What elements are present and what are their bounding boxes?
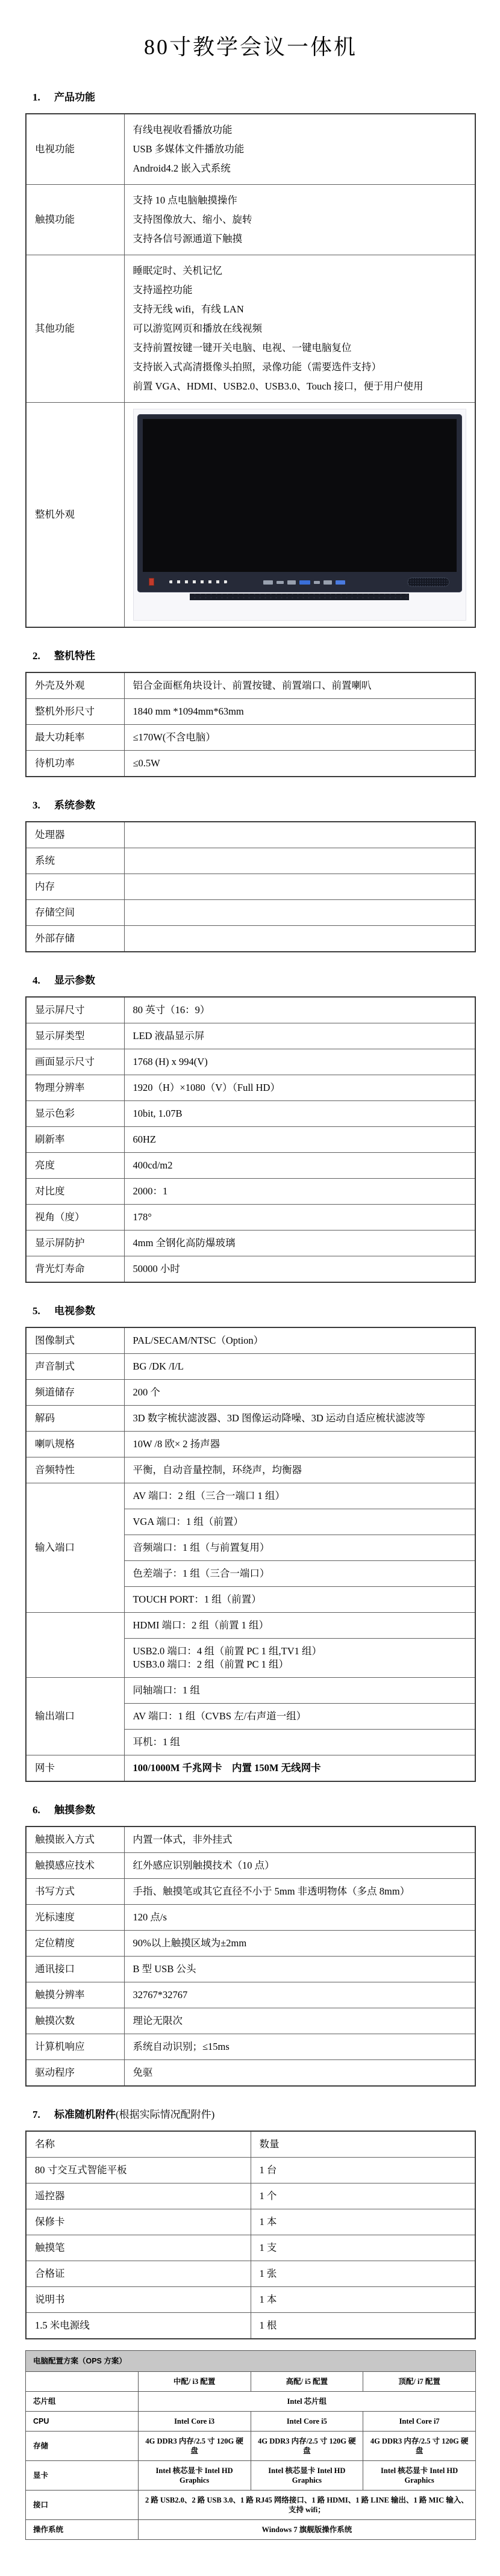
ops-config-table: [25, 2350, 476, 2540]
spec-value: 2 路 USB2.0、2 路 USB 3.0、1 路 RJ45 网络接口、1 路 HDMI、1 路 LINE 输出、1 路 MIC 输入、支持 wifi；: [138, 2491, 475, 2520]
spec-label: 显卡: [26, 2461, 139, 2491]
spec-value: 1768 (H) x 994(V): [124, 1049, 475, 1075]
table-row: [26, 1205, 475, 1231]
spec-value: 3D 数字梳状滤波器、3D 图像运动降噪、3D 运动自适应梳状滤波等: [124, 1406, 475, 1432]
spec-value: Intel 芯片组: [138, 2392, 475, 2412]
spec-value: 手指、触摸笔或其它直径不小于 5mm 非透明物体（多点 8mm）: [124, 1879, 475, 1905]
table-row: [26, 1879, 475, 1905]
touch-params-table: [25, 1826, 476, 2087]
ops-table-title: 电脑配置方案（OPS 方案）: [26, 2351, 476, 2372]
spec-value: PAL/SECAM/NTSC（Option）: [124, 1327, 475, 1354]
section-title: 产品功能: [54, 92, 95, 103]
table-row: [26, 1256, 475, 1283]
spec-value: BG /DK /I/L: [124, 1354, 475, 1380]
accessory-name: 1.5 米电源线: [26, 2313, 251, 2339]
spec-label: 整机外形尺寸: [26, 699, 124, 725]
section-heading-touch-params: [33, 1801, 476, 1816]
table-row: [26, 1179, 475, 1205]
spec-value: [124, 403, 475, 628]
accessory-name: 80 寸交互式智能平板: [26, 2158, 251, 2183]
table-row: [26, 848, 475, 874]
table-row: [26, 255, 475, 403]
table-row: [26, 1327, 475, 1354]
table-row: [26, 2261, 475, 2287]
power-button-icon: [149, 578, 154, 586]
section-title: 电视参数: [54, 1305, 95, 1317]
tv-screen: [143, 419, 457, 572]
spec-value: 红外感应识别触摸技术（10 点）: [124, 1853, 475, 1879]
table-row: [26, 2060, 475, 2087]
table-row: [26, 2183, 475, 2209]
spec-label: 物理分辨率: [26, 1075, 124, 1101]
table-row: [26, 1457, 475, 1483]
spec-value: B 型 USB 公头: [124, 1957, 475, 1982]
spec-label: 喇叭规格: [26, 1432, 124, 1457]
section-title: 整机特性: [54, 650, 95, 662]
spec-label: 其他功能: [26, 255, 124, 403]
spec-label: CPU: [26, 2412, 139, 2432]
spec-label: 触摸感应技术: [26, 1853, 124, 1879]
spec-value: 200 个: [124, 1380, 475, 1406]
spec-value: [124, 874, 475, 900]
table-row: [26, 1380, 475, 1406]
spec-value: 2000：1: [124, 1179, 475, 1205]
table-row: [26, 1483, 475, 1509]
table-row: [26, 2432, 476, 2461]
section-number: 1.: [33, 92, 40, 103]
section-heading-system-params: [33, 796, 476, 812]
spec-label: 解码: [26, 1406, 124, 1432]
spec-value: [124, 185, 475, 255]
section-number: 4.: [33, 975, 40, 986]
display-params-table: [25, 996, 476, 1283]
spec-value: 平衡，自动音量控制，环绕声，均衡器: [124, 1457, 475, 1483]
spec-value: [124, 900, 475, 926]
table-row: [26, 1127, 475, 1153]
spec-value: HDMI 端口：2 组（前置 1 组）: [124, 1613, 475, 1639]
spec-value: 4mm 全钢化高防爆玻璃: [124, 1231, 475, 1256]
column-header-qty: 数量: [251, 2131, 475, 2158]
spec-line: 有线电视收看播放功能: [133, 124, 233, 135]
section-heading-machine-features: [33, 647, 476, 662]
spec-value: 内置一体式，非外挂式: [124, 1826, 475, 1853]
table-row: [26, 1101, 475, 1127]
table-row: [26, 699, 475, 725]
spec-value: TOUCH PORT：1 组（前置）: [124, 1587, 475, 1613]
spec-label: [26, 1613, 124, 1678]
spec-value: 音频端口：1 组（与前置复用）: [124, 1535, 475, 1561]
accessory-name: 说明书: [26, 2287, 251, 2313]
table-row: [26, 2008, 475, 2034]
spec-value: 4G DDR3 内存/2.5 寸 120G 硬盘: [363, 2432, 476, 2461]
section-title: 系统参数: [54, 799, 95, 811]
table-row: [26, 1613, 475, 1639]
spec-value: 120 点/s: [124, 1905, 475, 1931]
table-row: [26, 926, 475, 952]
accessory-qty: 1 根: [251, 2313, 475, 2339]
table-row: [26, 751, 475, 777]
spec-label: 图像制式: [26, 1327, 124, 1354]
table-row: [26, 1231, 475, 1256]
section-number: 5.: [33, 1305, 40, 1317]
table-row: [26, 1826, 475, 1853]
table-row: [26, 1354, 475, 1380]
spec-label: 操作系统: [26, 2520, 139, 2540]
spec-value: [124, 848, 475, 874]
spec-line: 支持无线 wifi，有线 LAN: [133, 303, 244, 315]
machine-features-table: [25, 672, 476, 777]
spec-value: 4G DDR3 内存/2.5 寸 120G 硬盘: [251, 2432, 363, 2461]
spec-label: 待机功率: [26, 751, 124, 777]
spec-value: 60HZ: [124, 1127, 475, 1153]
table-row: [26, 2491, 476, 2520]
accessory-qty: 1 张: [251, 2261, 475, 2287]
table-row: [26, 1905, 475, 1931]
column-header-i3: 中配/ i3 配置: [138, 2372, 251, 2392]
table-row: [26, 2412, 476, 2432]
table-row: [26, 1755, 475, 1782]
section-heading-accessories: [33, 2106, 476, 2121]
table-row: [26, 900, 475, 926]
section-number: 2.: [33, 650, 40, 662]
spec-label: 显示屏防护: [26, 1231, 124, 1256]
spec-line: 支持 10 点电脑触摸操作: [133, 194, 237, 206]
spec-label: 整机外观: [26, 403, 124, 628]
spec-value: 耳机：1 组: [124, 1730, 475, 1755]
product-functions-table: [25, 113, 476, 628]
table-row: [26, 822, 475, 848]
pen-tray: [190, 594, 409, 600]
table-row: [26, 725, 475, 751]
accessory-qty: 1 个: [251, 2183, 475, 2209]
spec-value: 10bit, 1.07B: [124, 1101, 475, 1127]
spec-value: 32767*32767: [124, 1982, 475, 2008]
spec-value: 90%以上触摸区域为±2mm: [124, 1931, 475, 1957]
spec-value: ≤170W(不含电脑）: [124, 725, 475, 751]
spec-line: Android4.2 嵌入式系统: [133, 163, 231, 174]
spec-value: 同轴端口：1 组: [124, 1678, 475, 1704]
spec-label: 驱动程序: [26, 2060, 124, 2087]
spec-label: 显示屏类型: [26, 1023, 124, 1049]
spec-value: 1920（H）×1080（V）（Full HD）: [124, 1075, 475, 1101]
table-row: [26, 403, 475, 628]
spec-label: 对比度: [26, 1179, 124, 1205]
spec-label: 触摸分辨率: [26, 1982, 124, 2008]
spec-label: 外部存储: [26, 926, 124, 952]
speaker-grille-icon: [407, 577, 449, 587]
table-row: [26, 185, 475, 255]
spec-value: 10W /8 欧× 2 扬声器: [124, 1432, 475, 1457]
section-title-suffix: (根据实际情况配附件): [116, 2109, 215, 2120]
spec-label: 画面显示尺寸: [26, 1049, 124, 1075]
spec-value: 系统自动识别；≤15ms: [124, 2034, 475, 2060]
spec-value: VGA 端口：1 组（前置）: [124, 1509, 475, 1535]
spec-label: 系统: [26, 848, 124, 874]
front-ports-icon: [263, 579, 345, 585]
section-heading-tv-params: [33, 1302, 476, 1317]
spec-label: 输出端口: [26, 1678, 124, 1755]
spec-line: 前置 VGA、HDMI、USB2.0、USB3.0、Touch 接口，便于用户使用: [133, 380, 423, 392]
spec-label: 输入端口: [26, 1483, 124, 1613]
spec-value: 4G DDR3 内存/2.5 寸 120G 硬盘: [138, 2432, 251, 2461]
spec-label: 计算机响应: [26, 2034, 124, 2060]
spec-value: 100/1000M 千兆网卡 内置 150M 无线网卡: [124, 1755, 475, 1782]
page-title: 80寸教学会议一体机: [143, 35, 357, 59]
column-header-i5: 高配/ i5 配置: [251, 2372, 363, 2392]
spec-value: 铝合金面框角块设计、前置按键、前置端口、前置喇叭: [124, 672, 475, 699]
spec-value: 400cd/m2: [124, 1153, 475, 1179]
section-title: 触摸参数: [54, 1804, 95, 1816]
column-header-i7: 顶配/ i7 配置: [363, 2372, 476, 2392]
spec-line: 支持遥控功能: [133, 284, 193, 296]
spec-value: AV 端口：1 组（CVBS 左/右声道一组）: [124, 1704, 475, 1730]
spec-value: Intel 核芯显卡 Intel HD Graphics: [251, 2461, 363, 2491]
spec-label: 存储: [26, 2432, 139, 2461]
spec-label: 光标速度: [26, 1905, 124, 1931]
spec-label: 定位精度: [26, 1931, 124, 1957]
spec-label: 内存: [26, 874, 124, 900]
spec-label: 电视功能: [26, 114, 124, 185]
table-row: [26, 2034, 475, 2060]
table-row: [26, 1023, 475, 1049]
spec-label: 通讯接口: [26, 1957, 124, 1982]
spec-value: LED 液晶显示屏: [124, 1023, 475, 1049]
spec-value: [124, 255, 475, 403]
section-heading-product-functions: [33, 88, 476, 104]
table-row: [26, 114, 475, 185]
spec-line: 支持各信号源通道下触摸: [133, 233, 242, 244]
spec-label: 刷新率: [26, 1127, 124, 1153]
spec-line: USB 多媒体文件播放功能: [133, 143, 245, 155]
spec-label: 存储空间: [26, 900, 124, 926]
spec-value: 免驱: [124, 2060, 475, 2087]
section-heading-display-params: [33, 972, 476, 987]
table-row: [26, 1432, 475, 1457]
spec-label: 视角（度）: [26, 1205, 124, 1231]
column-header-name: 名称: [26, 2131, 251, 2158]
spec-value: 178°: [124, 1205, 475, 1231]
spec-value: [124, 114, 475, 185]
tv-frame: [137, 414, 463, 592]
table-row: [26, 672, 475, 699]
spec-label: 书写方式: [26, 1879, 124, 1905]
spec-value: [124, 822, 475, 848]
accessory-qty: 1 本: [251, 2287, 475, 2313]
spec-value: Windows 7 旗舰版操作系统: [138, 2520, 475, 2540]
spec-value: Intel Core i7: [363, 2412, 476, 2432]
spec-value: Intel Core i3: [138, 2412, 251, 2432]
table-row: [26, 2392, 476, 2412]
accessory-name: 触摸笔: [26, 2235, 251, 2261]
spec-label: 音频特性: [26, 1457, 124, 1483]
table-row: [26, 1982, 475, 2008]
spec-value: 色差端子：1 组（三合一端口）: [124, 1561, 475, 1587]
spec-line: USB2.0 端口：4 组（前置 PC 1 组,TV1 组）: [133, 1645, 322, 1657]
spec-label: 声音制式: [26, 1354, 124, 1380]
table-row: [26, 1075, 475, 1101]
table-row: [26, 1049, 475, 1075]
spec-value: 1840 mm *1094mm*63mm: [124, 699, 475, 725]
accessories-table: [25, 2131, 476, 2339]
system-params-table: [25, 821, 476, 952]
table-row: [26, 1853, 475, 1879]
table-row: [26, 2158, 475, 2183]
spec-label: 接口: [26, 2491, 139, 2520]
spec-value: [124, 1639, 475, 1678]
spec-value: Intel 核芯显卡 Intel HD Graphics: [363, 2461, 476, 2491]
spec-label: 显示屏尺寸: [26, 997, 124, 1023]
table-row: [26, 997, 475, 1023]
spec-label: 亮度: [26, 1153, 124, 1179]
table-row: [26, 1678, 475, 1704]
spec-value: 50000 小时: [124, 1256, 475, 1283]
spec-label: 显示色彩: [26, 1101, 124, 1127]
accessory-name: 合格证: [26, 2261, 251, 2287]
column-header-blank: [26, 2372, 139, 2392]
spec-label: 网卡: [26, 1755, 124, 1782]
spec-label: 频道储存: [26, 1380, 124, 1406]
table-row: [26, 2287, 475, 2313]
spec-line: 支持嵌入式高清摄像头拍照，录像功能（需要选件支持）: [133, 361, 381, 373]
spec-label: 处理器: [26, 822, 124, 848]
spec-label: 外壳及外观: [26, 672, 124, 699]
section-title: 显示参数: [54, 975, 95, 986]
section-number: 6.: [33, 1804, 40, 1816]
table-row: [26, 2520, 476, 2540]
section-number: 7.: [33, 2109, 40, 2120]
table-row: [26, 1957, 475, 1982]
spec-label: 触摸嵌入方式: [26, 1826, 124, 1853]
spec-line: USB3.0 端口：2 组（前置 PC 1 组）: [133, 1659, 289, 1670]
section-title: 标准随机附件: [54, 2109, 116, 2120]
spec-value: ≤0.5W: [124, 751, 475, 777]
spec-label: 芯片组: [26, 2392, 139, 2412]
section-number: 3.: [33, 799, 40, 811]
spec-label: 触摸次数: [26, 2008, 124, 2034]
table-header-row: [26, 2131, 475, 2158]
table-row: [26, 2313, 475, 2339]
table-row: [26, 2209, 475, 2235]
spec-line: 可以游览网页和播放在线视频: [133, 323, 262, 334]
tv-params-table: [25, 1327, 476, 1782]
spec-line: 支持图像放大、缩小、旋转: [133, 214, 252, 225]
table-title-row: [26, 2351, 476, 2372]
table-row: [26, 1406, 475, 1432]
accessory-qty: 1 支: [251, 2235, 475, 2261]
table-row: [26, 874, 475, 900]
accessory-qty: 1 台: [251, 2158, 475, 2183]
table-row: [26, 2235, 475, 2261]
spec-value: 80 英寸（16：9）: [124, 997, 475, 1023]
table-row: [26, 1153, 475, 1179]
spec-value: AV 端口：2 组（三合一端口 1 组）: [124, 1483, 475, 1509]
spec-value: 理论无限次: [124, 2008, 475, 2034]
accessory-name: 保修卡: [26, 2209, 251, 2235]
control-buttons-icon: [169, 580, 227, 583]
tv-image: [133, 409, 467, 621]
tv-control-bar: [143, 574, 457, 591]
table-header-row: [26, 2372, 476, 2392]
spec-value: [124, 926, 475, 952]
spec-line: 睡眠定时、关机记忆: [133, 265, 222, 276]
spec-value: Intel 核芯显卡 Intel HD Graphics: [138, 2461, 251, 2491]
spec-label: 触摸功能: [26, 185, 124, 255]
table-row: [26, 1931, 475, 1957]
table-row: [26, 2461, 476, 2491]
spec-line: 支持前置按键一键开关电脑、电视、一键电脑复位: [133, 342, 352, 353]
accessory-name: 遥控器: [26, 2183, 251, 2209]
spec-label: 背光灯寿命: [26, 1256, 124, 1283]
accessory-qty: 1 本: [251, 2209, 475, 2235]
spec-label: 最大功耗率: [26, 725, 124, 751]
spec-value: Intel Core i5: [251, 2412, 363, 2432]
